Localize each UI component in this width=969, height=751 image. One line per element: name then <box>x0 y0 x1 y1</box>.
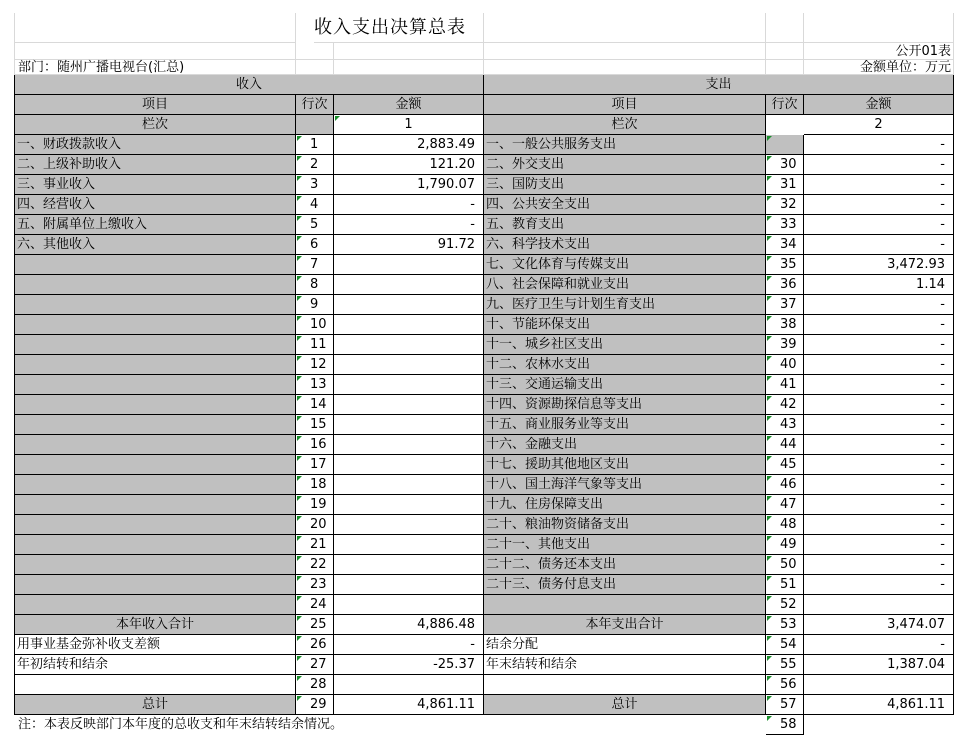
expense-amount-cell: - <box>804 235 954 255</box>
expense-line-cell: 52 <box>766 595 804 615</box>
expense-amount-cell: - <box>804 135 954 155</box>
expense-line-cell: 50 <box>766 555 804 575</box>
expense-item-cell: 十五、商业服务业等支出 <box>484 415 766 435</box>
income-line-cell: 27 <box>296 655 334 675</box>
income-amount-cell: - <box>334 215 484 235</box>
income-item-cell <box>14 575 296 595</box>
income-line-cell: 11 <box>296 335 334 355</box>
expense-line-cell: 58 <box>766 715 804 735</box>
expense-item-cell <box>484 675 766 695</box>
income-amount-cell <box>334 315 484 335</box>
expense-item-cell: 九、医疗卫生与计划生育支出 <box>484 295 766 315</box>
income-line-cell: 13 <box>296 375 334 395</box>
income-item-cell <box>14 415 296 435</box>
income-amount-cell: 4,886.48 <box>334 615 484 635</box>
expense-item-cell: 年末结转和结余 <box>484 655 766 675</box>
expense-item-cell: 五、教育支出 <box>484 215 766 235</box>
income-line-cell: 4 <box>296 195 334 215</box>
expense-line-cell: 41 <box>766 375 804 395</box>
expense-amount-cell: - <box>804 575 954 595</box>
income-amount-cell <box>334 255 484 275</box>
expense-amount-cell: - <box>804 155 954 175</box>
income-item-cell <box>14 455 296 475</box>
income-item-cell <box>14 495 296 515</box>
expense-amount-cell: - <box>804 415 954 435</box>
income-amount-cell: 1,790.07 <box>334 175 484 195</box>
expense-amount-cell: - <box>804 435 954 455</box>
expense-amount-cell: - <box>804 455 954 475</box>
income-amount-cell <box>334 275 484 295</box>
expense-amount-cell <box>804 675 954 695</box>
income-item-cell <box>14 375 296 395</box>
income-line-cell: 6 <box>296 235 334 255</box>
expense-line-cell: 57 <box>766 695 804 715</box>
expense-amount-cell: 1.14 <box>804 275 954 295</box>
expense-item-cell: 六、科学技术支出 <box>484 235 766 255</box>
expense-amount-cell: - <box>804 495 954 515</box>
expense-line-header: 行次 <box>766 95 804 115</box>
income-line-cell: 23 <box>296 575 334 595</box>
expense-amount-cell: - <box>804 555 954 575</box>
income-item-header: 项目 <box>14 95 296 115</box>
income-amount-cell: - <box>334 195 484 215</box>
income-amount-cell: 91.72 <box>334 235 484 255</box>
expense-line-cell: 40 <box>766 355 804 375</box>
income-amount-cell <box>334 335 484 355</box>
section-header-row <box>14 75 954 95</box>
income-amount-cell: -25.37 <box>334 655 484 675</box>
income-line-cell: 17 <box>296 455 334 475</box>
expense-amount-cell: - <box>804 475 954 495</box>
income-item-cell <box>14 595 296 615</box>
income-item-cell <box>14 535 296 555</box>
income-amount-header: 金额 <box>334 95 484 115</box>
expense-line-cell: 39 <box>766 335 804 355</box>
expense-line-cell: 44 <box>766 435 804 455</box>
income-amount-cell <box>334 415 484 435</box>
income-item-cell: 二、上级补助收入 <box>14 155 296 175</box>
income-item-cell <box>14 335 296 355</box>
income-item-cell <box>14 295 296 315</box>
income-item-cell <box>14 315 296 335</box>
expense-amount-cell: - <box>804 395 954 415</box>
department-row <box>14 60 954 75</box>
income-amount-cell <box>334 495 484 515</box>
expense-header: 支出 <box>484 75 954 95</box>
income-line-cell: 1 <box>296 135 334 155</box>
income-line-header: 行次 <box>296 95 334 115</box>
expense-item-cell: 十九、住房保障支出 <box>484 495 766 515</box>
income-line-cell: 10 <box>296 315 334 335</box>
expense-item-cell: 本年支出合计 <box>484 615 766 635</box>
income-amount-cell: 121.20 <box>334 155 484 175</box>
expense-amount-cell: - <box>804 355 954 375</box>
expense-amount-cell: - <box>804 315 954 335</box>
expense-amount-cell: 3,474.07 <box>804 615 954 635</box>
expense-line-cell: 46 <box>766 475 804 495</box>
expense-item-cell: 二十、粮油物资储备支出 <box>484 515 766 535</box>
column-number-row <box>14 115 954 135</box>
income-line-cell: 9 <box>296 295 334 315</box>
income-amount-cell <box>334 375 484 395</box>
income-amount-cell <box>334 395 484 415</box>
expense-amount-header: 金额 <box>804 95 954 115</box>
income-line-cell: 7 <box>296 255 334 275</box>
expense-amount-cell: - <box>804 515 954 535</box>
expense-item-cell: 三、国防支出 <box>484 175 766 195</box>
unit-label: 金额单位：万元 <box>804 60 954 75</box>
income-amount-cell: 4,861.11 <box>334 695 484 715</box>
income-line-cell: 12 <box>296 355 334 375</box>
income-item-cell <box>14 555 296 575</box>
expense-item-header: 项目 <box>484 95 766 115</box>
expense-line-cell: 43 <box>766 415 804 435</box>
expense-line-cell: 55 <box>766 655 804 675</box>
income-line-cell: 19 <box>296 495 334 515</box>
expense-line-cell: 53 <box>766 615 804 635</box>
income-line-cell: 22 <box>296 555 334 575</box>
income-line-cell: 28 <box>296 675 334 695</box>
income-amount-cell <box>334 575 484 595</box>
income-line-cell: 20 <box>296 515 334 535</box>
expense-line-cell: 51 <box>766 575 804 595</box>
income-line-cell: 18 <box>296 475 334 495</box>
income-line-cell: 26 <box>296 635 334 655</box>
expense-item-cell: 十四、资源勘探信息等支出 <box>484 395 766 415</box>
income-item-cell: 三、事业收入 <box>14 175 296 195</box>
expense-amount-cell: - <box>804 195 954 215</box>
report-title: 收入支出决算总表 <box>314 13 484 43</box>
expense-line-cell: 38 <box>766 315 804 335</box>
title-row <box>14 13 954 43</box>
income-amount-cell <box>334 595 484 615</box>
expense-item-cell: 十八、国土海洋气象等支出 <box>484 475 766 495</box>
expense-item-cell: 十、节能环保支出 <box>484 315 766 335</box>
expense-line-cell: 32 <box>766 195 804 215</box>
expense-amount-cell: - <box>804 175 954 195</box>
income-line-cell: 21 <box>296 535 334 555</box>
income-line-cell: 5 <box>296 215 334 235</box>
expense-amount-cell: - <box>804 215 954 235</box>
income-amount-cell <box>334 675 484 695</box>
income-amount-cell <box>334 475 484 495</box>
expense-line-cell: 34 <box>766 235 804 255</box>
expense-item-cell: 二十二、债务还本支出 <box>484 555 766 575</box>
income-item-cell <box>14 675 296 695</box>
income-item-cell <box>14 435 296 455</box>
expense-amount-cell: 1,387.04 <box>804 655 954 675</box>
expense-line-cell: 37 <box>766 295 804 315</box>
expense-line-cell: 33 <box>766 215 804 235</box>
income-amount-cell <box>334 555 484 575</box>
expense-amount-cell: - <box>804 535 954 555</box>
expense-line-cell: 35 <box>766 255 804 275</box>
income-amount-cell <box>334 455 484 475</box>
income-amount-cell <box>334 535 484 555</box>
income-item-cell <box>14 475 296 495</box>
income-item-cell: 本年收入合计 <box>14 615 296 635</box>
expense-amount-cell: - <box>804 635 954 655</box>
column-header-row <box>14 95 954 115</box>
expense-line-cell: 49 <box>766 535 804 555</box>
income-line-cell: 25 <box>296 615 334 635</box>
income-amount-cell <box>334 435 484 455</box>
income-line-blank <box>296 115 334 135</box>
expense-amount-cell: - <box>804 295 954 315</box>
income-amount-cell <box>334 295 484 315</box>
expense-item-cell: 总计 <box>484 695 766 715</box>
expense-item-cell <box>484 595 766 615</box>
expense-item-cell: 二十一、其他支出 <box>484 535 766 555</box>
expense-item-cell: 八、社会保障和就业支出 <box>484 275 766 295</box>
expense-line-cell: 47 <box>766 495 804 515</box>
income-item-cell: 五、附属单位上缴收入 <box>14 215 296 235</box>
department-label: 部门：随州广播电视台(汇总) <box>14 60 296 75</box>
expense-column-label: 栏次 <box>484 115 766 135</box>
expense-line-cell: 54 <box>766 635 804 655</box>
income-item-cell: 四、经营收入 <box>14 195 296 215</box>
expense-item-cell: 四、公共安全支出 <box>484 195 766 215</box>
expense-line-cell: 56 <box>766 675 804 695</box>
income-amount-cell <box>334 355 484 375</box>
income-line-cell: 8 <box>296 275 334 295</box>
footnote: 注：本表反映部门本年度的总收支和年末结转结余情况。 <box>18 717 344 732</box>
income-amount-cell: - <box>334 635 484 655</box>
expense-line-cell: 36 <box>766 275 804 295</box>
expense-item-cell: 十一、城乡社区支出 <box>484 335 766 355</box>
income-item-cell: 六、其他收入 <box>14 235 296 255</box>
income-column-label: 栏次 <box>14 115 296 135</box>
expense-amount-cell: - <box>804 335 954 355</box>
expense-line-cell: 42 <box>766 395 804 415</box>
income-line-cell: 2 <box>296 155 334 175</box>
expense-amount-cell: - <box>804 375 954 395</box>
income-item-cell <box>14 515 296 535</box>
expense-item-cell: 一、一般公共服务支出 <box>484 135 766 155</box>
income-amount-cell: 2,883.49 <box>334 135 484 155</box>
expense-amount-cell <box>804 595 954 615</box>
form-code-row <box>14 43 954 60</box>
expense-line-cell: 31 <box>766 175 804 195</box>
expense-item-cell: 十三、交通运输支出 <box>484 375 766 395</box>
income-line-cell: 15 <box>296 415 334 435</box>
expense-item-cell: 七、文化体育与传媒支出 <box>484 255 766 275</box>
income-item-cell <box>14 395 296 415</box>
income-column-number: 1 <box>334 115 484 135</box>
income-line-cell: 16 <box>296 435 334 455</box>
expense-amount-cell: 3,472.93 <box>804 255 954 275</box>
form-code: 公开01表 <box>804 43 954 60</box>
income-item-cell: 用事业基金弥补收支差额 <box>14 635 296 655</box>
income-item-cell <box>14 275 296 295</box>
expense-item-cell: 二十三、债务付息支出 <box>484 575 766 595</box>
income-line-cell: 3 <box>296 175 334 195</box>
expense-line-cell: 48 <box>766 515 804 535</box>
income-amount-cell <box>334 515 484 535</box>
income-item-cell: 一、财政拨款收入 <box>14 135 296 155</box>
expense-column-number: 2 <box>804 115 954 135</box>
income-item-cell: 年初结转和结余 <box>14 655 296 675</box>
income-header: 收入 <box>14 75 484 95</box>
expense-item-cell: 结余分配 <box>484 635 766 655</box>
income-line-cell: 24 <box>296 595 334 615</box>
income-item-cell <box>14 255 296 275</box>
expense-line-cell: 30 <box>766 155 804 175</box>
expense-amount-cell: 4,861.11 <box>804 695 954 715</box>
expense-item-cell: 十二、农林水支出 <box>484 355 766 375</box>
income-line-cell: 29 <box>296 695 334 715</box>
income-item-cell: 总计 <box>14 695 296 715</box>
income-item-cell <box>14 355 296 375</box>
income-line-cell: 14 <box>296 395 334 415</box>
expense-item-cell: 十七、援助其他地区支出 <box>484 455 766 475</box>
expense-item-cell: 二、外交支出 <box>484 155 766 175</box>
expense-line-cell: 45 <box>766 455 804 475</box>
expense-item-cell: 十六、金融支出 <box>484 435 766 455</box>
